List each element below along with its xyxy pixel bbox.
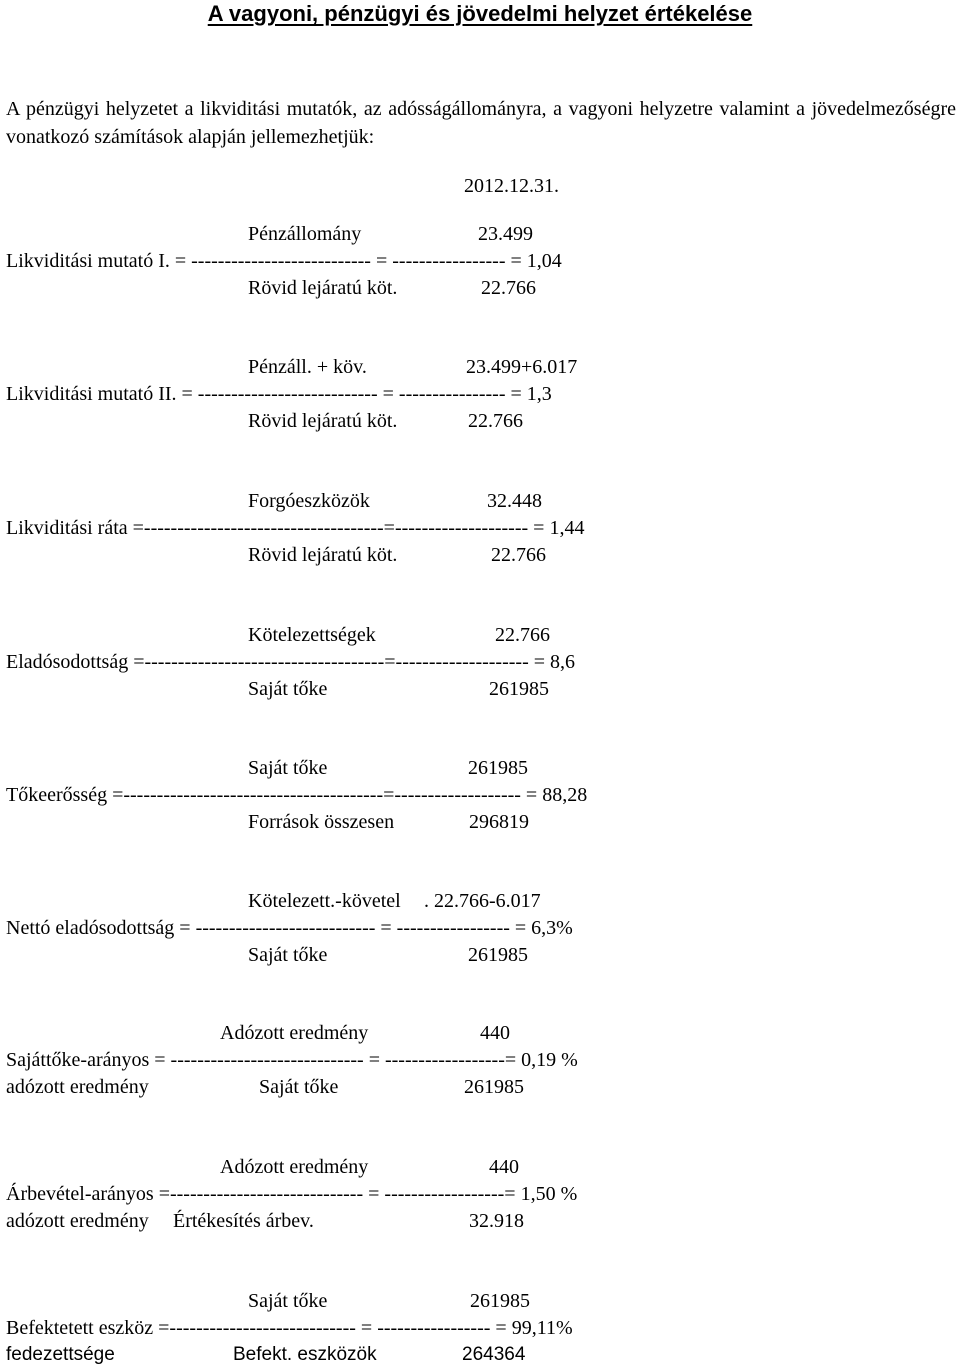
denominator-label: Saját tőke — [248, 944, 328, 966]
document-title: A vagyoni, pénzügyi és jövedelmi helyzet értékelése — [207, 1, 753, 26]
numerator-value: 23.499+6.017 — [466, 356, 578, 378]
denominator-prefix: adózott eredmény — [6, 1210, 149, 1232]
denominator-label: Források összesen — [248, 811, 395, 833]
ratio-formula-line: Árbevétel-arányos =----------------------------- = ------------------= 1,50 % — [6, 1183, 578, 1205]
denominator-label: Rövid lejáratú köt. — [248, 544, 398, 566]
intro-paragraph: A pénzügyi helyzetet a likviditási mutatók, az adósságállományra, a vagyoni helyzetre valamint a jövedelmezőségre vonatkozó számítások alapján jellemezhetjük: — [6, 98, 956, 148]
ratio-formula-line: Eladósodottság =------------------------------------=-------------------- = 8,6 — [6, 651, 576, 673]
denominator-value: 261985 — [489, 678, 549, 700]
denominator-prefix: adózott eredmény — [6, 1076, 149, 1098]
numerator-value: 440 — [489, 1156, 519, 1178]
denominator-value: 22.766 — [468, 410, 523, 432]
denominator-label: Értékesítés árbev. — [173, 1210, 314, 1232]
ratio-formula-line: Likviditási mutató I. = --------------------------- = ----------------- = 1,04 — [6, 250, 562, 272]
numerator-label: Forgóeszközök — [248, 490, 370, 512]
ratio-formula-line: Likviditási mutató II. = --------------------------- = ---------------- = 1,3 — [6, 383, 552, 405]
numerator-value: . 22.766-6.017 — [424, 890, 541, 912]
numerator-label: Saját tőke — [248, 757, 328, 779]
numerator-value: 440 — [480, 1022, 510, 1044]
numerator-value: 261985 — [468, 757, 528, 779]
numerator-value: 22.766 — [495, 624, 550, 646]
ratio-formula-line: Befektetett eszköz =---------------------------- = ----------------- = 99,11% — [6, 1317, 573, 1339]
denominator-value: 22.766 — [491, 544, 546, 566]
numerator-value: 261985 — [470, 1290, 530, 1312]
denominator-value: 261985 — [464, 1076, 524, 1098]
denominator-label: Rövid lejáratú köt. — [248, 277, 398, 299]
numerator-label: Kötelezett.-követel — [248, 890, 401, 912]
ratio-formula-line: Likviditási ráta =------------------------------------=-------------------- = 1,44 — [6, 517, 585, 539]
numerator-value: 23.499 — [478, 223, 533, 245]
denominator-label: Rövid lejáratú köt. — [248, 410, 398, 432]
denominator-value: 296819 — [469, 811, 529, 833]
denominator-value: 261985 — [468, 944, 528, 966]
numerator-label: Pénzáll. + köv. — [248, 356, 367, 378]
denominator-value: 22.766 — [481, 277, 536, 299]
denominator-label: Saját tőke — [248, 678, 328, 700]
denominator-label: Saját tőke — [259, 1076, 339, 1098]
denominator-prefix: fedezettsége — [6, 1344, 115, 1365]
numerator-label: Saját tőke — [248, 1290, 328, 1312]
ratio-formula-line: Tőkeerősség =---------------------------------------=------------------- = 88,28 — [6, 784, 588, 806]
numerator-label: Pénzállomány — [248, 223, 362, 245]
numerator-value: 32.448 — [487, 490, 542, 512]
numerator-label: Adózott eredmény — [220, 1022, 369, 1044]
denominator-value: 264364 — [462, 1344, 526, 1365]
report-date: 2012.12.31. — [464, 175, 559, 197]
denominator-label: Befekt. eszközök — [233, 1344, 377, 1365]
numerator-label: Adózott eredmény — [220, 1156, 369, 1178]
denominator-value: 32.918 — [469, 1210, 524, 1232]
ratio-formula-line: Sajáttőke-arányos = ----------------------------- = ------------------= 0,19 % — [6, 1049, 578, 1071]
numerator-label: Kötelezettségek — [248, 624, 376, 646]
ratio-formula-line: Nettó eladósodottság = --------------------------- = ----------------- = 6,3% — [6, 917, 573, 939]
